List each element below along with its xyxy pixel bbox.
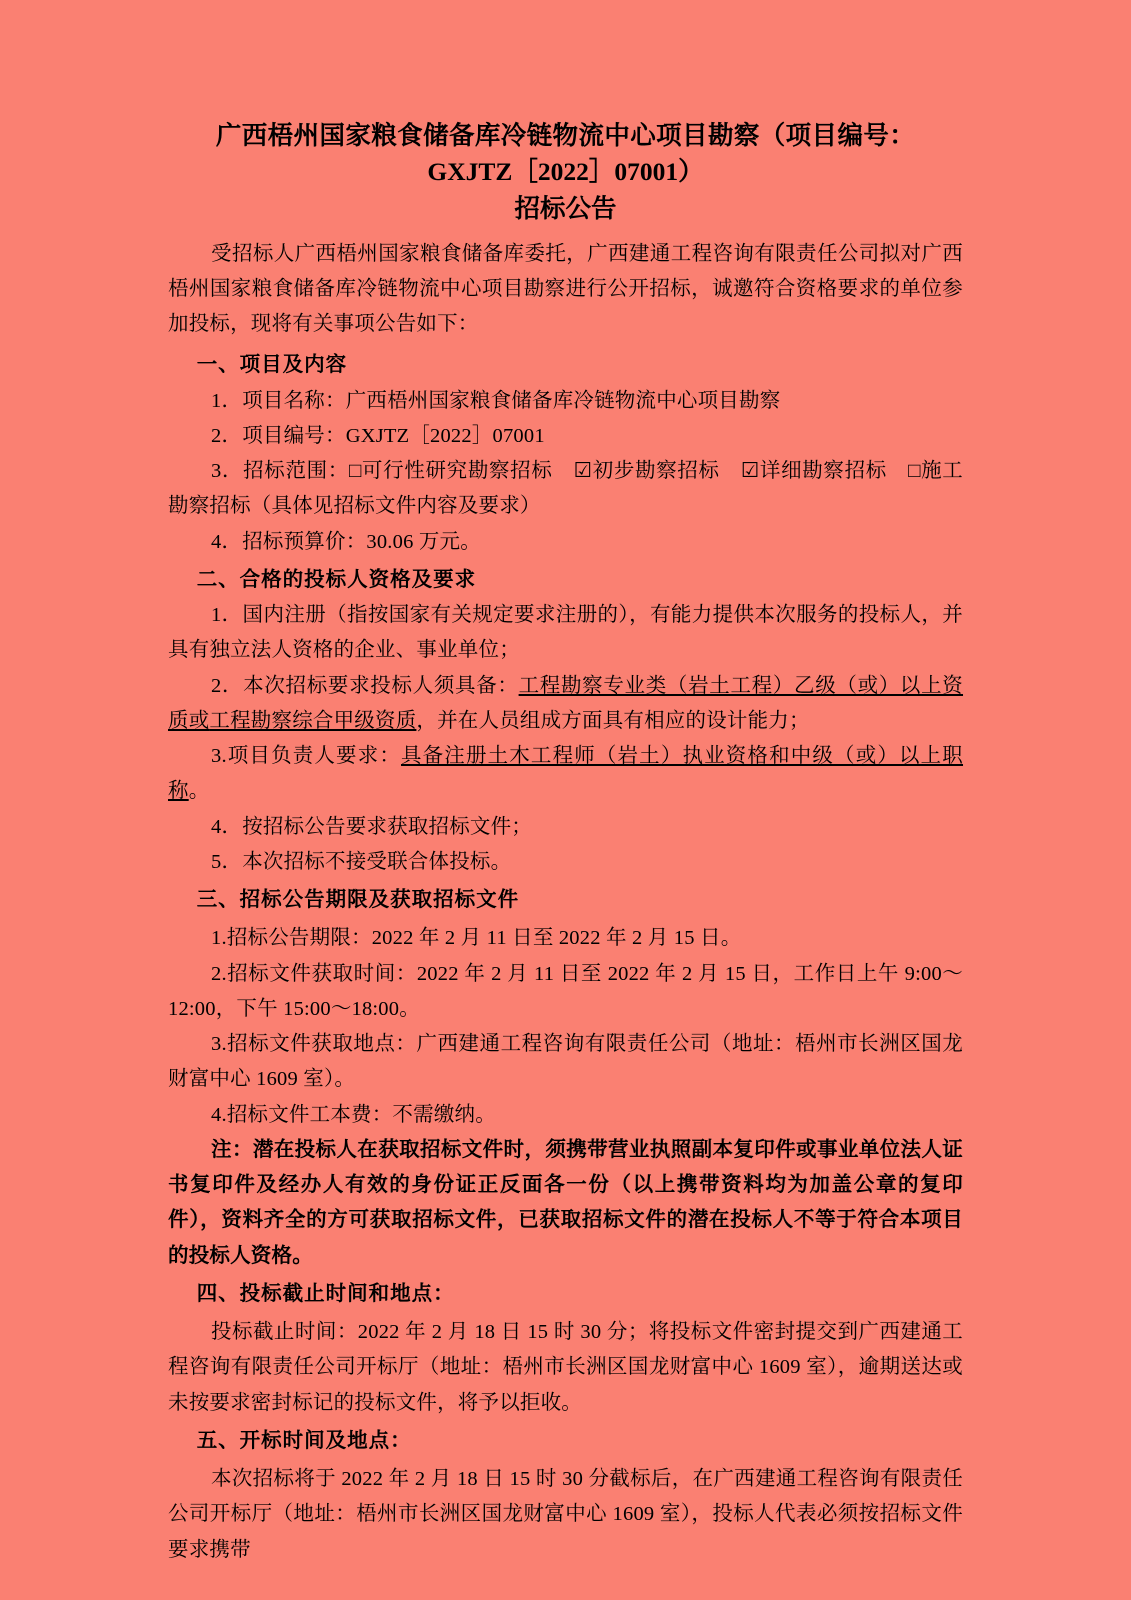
section-1-item-4: 4．招标预算价：30.06 万元。 xyxy=(211,530,481,553)
section-heading-3: 三、招标公告期限及获取招标文件 xyxy=(196,889,520,912)
section-2-item-3 xyxy=(168,739,963,810)
section-4-item-1: 投标截止时间：2022 年 2 月 18 日 15 时 30 分；将投标文件密封提交到广西建通工程咨询有限责任公司开标厅（地址：梧州市长洲区国龙财富中心 1609 室），逾期送达或未按要求密封标记的投标文件，将予以拒收。 xyxy=(168,1321,963,1414)
section-2-item-1: 1．国内注册（指按国家有关规定要求注册的），有能力提供本次服务的投标人，并具有独立法人资格的企业、事业单位； xyxy=(168,604,963,662)
section-2-item-5: 5．本次招标不接受联合体投标。 xyxy=(211,850,512,873)
page-title-line1: 广西梧州国家粮食储备库冷链物流中心项目勘察（项目编号： xyxy=(215,121,916,150)
section-heading-5: 五、开标时间及地点： xyxy=(196,1429,412,1452)
section-heading-2: 二、合格的投标人资格及要求 xyxy=(196,568,477,591)
section-2-item-2-text: 2．本次招标要求投标人须具备：工程勘察专业类（岩土工程）乙级（或）以上资质或工程勘察综合甲级资质，并在人员组成方面具有相应的设计能力； xyxy=(168,674,964,732)
section-3-note: 注：潜在投标人在获取招标文件时，须携带营业执照副本复印件或事业单位法人证书复印件及经办人有效的身份证正反面各一份（以上携带资料均为加盖公章的复印件），资料齐全的方可获取招标文件，已获取招标文件的潜在投标人不等于符合本项目的投标人资格。 xyxy=(168,1138,963,1267)
section-1-item-2: 2．项目编号：GXJTZ［2022］07001 xyxy=(211,424,545,447)
page-subtitle: 招标公告 xyxy=(514,194,617,224)
section-1-item-3: 3．招标范围：□可行性研究勘察招标 ☑初步勘察招标 ☑详细勘察招标 □施工勘察招标（具体见招标文件内容及要求） xyxy=(168,460,963,518)
intro-paragraph: 受招标人广西梧州国家粮食储备库委托，广西建通工程咨询有限责任公司拟对广西梧州国家粮食储备库冷链物流中心项目勘察进行公开招标，诚邀符合资格要求的单位参加投标，现将有关事项公告如下： xyxy=(168,242,963,336)
section-3-item-3: 3.招标文件获取地点：广西建通工程咨询有限责任公司（地址：梧州市长洲区国龙财富中心 1609 室）。 xyxy=(168,1033,963,1091)
section-3-item-2: 2.招标文件获取时间：2022 年 2 月 11 日至 2022 年 2 月 15 日，工作日上午 9:00～12:00，下午 15:00～18:00。 xyxy=(168,962,963,1020)
section-2-item-4: 4．按招标公告要求获取招标文件； xyxy=(211,815,532,838)
section-1-item-1: 1．项目名称：广西梧州国家粮食储备库冷链物流中心项目勘察 xyxy=(211,389,781,412)
section-heading-1: 一、项目及内容 xyxy=(196,354,348,377)
section-2-item-3-text: 3.项目负责人要求：具备注册土木工程师（岩土）执业资格和中级（或）以上职称。 xyxy=(168,745,964,803)
section-3-item-4: 4.招标文件工本费：不需缴纳。 xyxy=(211,1103,496,1126)
section-5-item-1: 本次招标将于 2022 年 2 月 18 日 15 时 30 分截标后，在广西建通工程咨询有限责任公司开标厅（地址：梧州市长洲区国龙财富中心 1609 室），投标人代表必须按招标文件要求携带 xyxy=(168,1468,963,1561)
page-title-line2: GXJTZ［2022］07001） xyxy=(427,157,704,187)
section-2-item-2 xyxy=(168,669,963,740)
section-3-item-1: 1.招标公告期限：2022 年 2 月 11 日至 2022 年 2 月 15 日。 xyxy=(211,927,742,950)
section-heading-4: 四、投标截止时间和地点： xyxy=(196,1282,455,1305)
